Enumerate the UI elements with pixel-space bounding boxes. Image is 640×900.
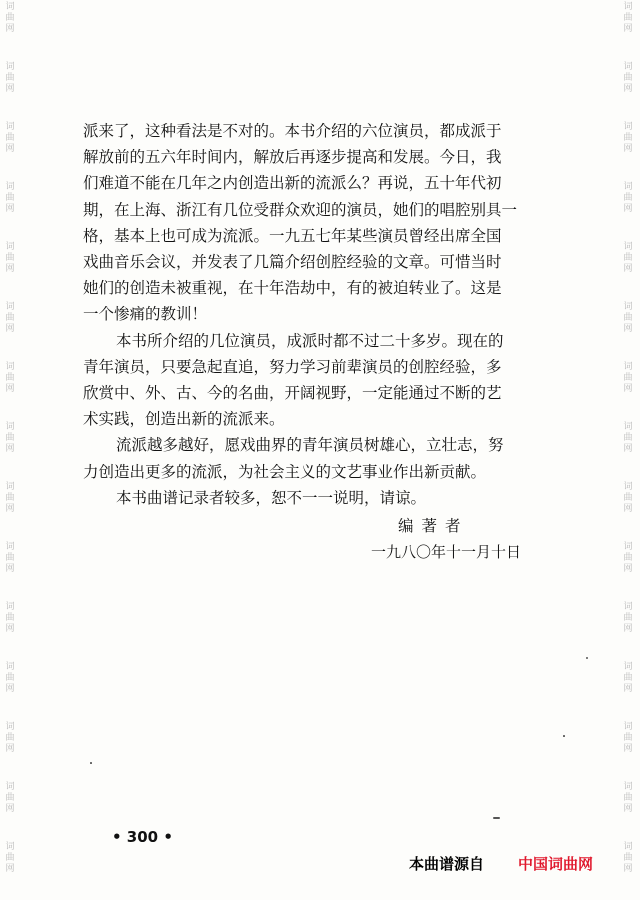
text-line: 流派越多越好，愿戏曲界的青年演员树雄心，立壮志，努 bbox=[116, 436, 504, 455]
watermark-label: 词 曲 网 bbox=[5, 182, 15, 214]
watermark-label: 词 曲 网 bbox=[5, 422, 15, 454]
source-site-link[interactable]: 中国词曲网 bbox=[518, 855, 594, 873]
text-line: 派来了，这种看法是不对的。本书介绍的六位演员，都成派于 bbox=[83, 122, 502, 140]
watermark-label: 词 曲 网 bbox=[623, 422, 633, 454]
watermark-label: 词 曲 网 bbox=[5, 122, 15, 154]
watermark-label: 词 曲 网 bbox=[5, 362, 15, 394]
watermark-label: 词 曲 网 bbox=[5, 842, 15, 874]
page-number: • 300 • bbox=[112, 828, 173, 846]
watermark-label: 词 曲 网 bbox=[623, 482, 633, 514]
text-line: 她们的创造未被重视，在十年浩劫中，有的被迫转业了。这是 bbox=[83, 279, 502, 298]
watermark-label: 词 曲 网 bbox=[623, 242, 633, 274]
signature-author: 编著者 bbox=[398, 517, 469, 535]
watermark-label: 词 曲 网 bbox=[5, 2, 15, 34]
right-watermark-strip bbox=[618, 0, 638, 900]
left-watermark-strip bbox=[0, 0, 20, 900]
source-label: 本曲谱源自 bbox=[409, 855, 485, 873]
text-line: 术实践，创造出新的流派来。 bbox=[83, 410, 285, 429]
watermark-label: 词 曲 网 bbox=[5, 302, 15, 334]
scan-speck bbox=[90, 762, 92, 764]
watermark-label: 词 曲 网 bbox=[5, 722, 15, 754]
watermark-label: 词 曲 网 bbox=[623, 2, 633, 34]
paragraph-1 bbox=[83, 118, 553, 328]
watermark-label: 词 曲 网 bbox=[623, 302, 633, 334]
scan-speck bbox=[563, 735, 565, 737]
watermark-label: 词 曲 网 bbox=[5, 662, 15, 694]
watermark-label: 词 曲 网 bbox=[5, 242, 15, 274]
text-line: 格，基本上也可成为流派。一九五七年某些演员曾经出席全国 bbox=[83, 226, 502, 245]
text-line: 青年演员，只要急起直追，努力学习前辈演员的创腔经验，多 bbox=[83, 357, 502, 376]
paragraph-4 bbox=[83, 485, 553, 511]
text-line: 期，在上海、浙江有几位受群众欢迎的演员，她们的唱腔别具一 bbox=[83, 200, 518, 219]
text-line: 本书所介绍的几位演员，成派时都不过二十多岁。现在的 bbox=[116, 331, 504, 350]
watermark-label: 词 曲 网 bbox=[5, 62, 15, 94]
paragraph-2 bbox=[83, 328, 553, 433]
text-line: 戏曲音乐会议，并发表了几篇介绍创腔经验的文章。可惜当时 bbox=[83, 253, 502, 272]
watermark-label: 词 曲 网 bbox=[5, 602, 15, 634]
signature-date: 一九八〇年十一月十日 bbox=[371, 543, 522, 561]
watermark-label: 词 曲 网 bbox=[623, 362, 633, 394]
text-line: 们难道不能在几年之内创造出新的流派么？再说，五十年代初 bbox=[83, 174, 502, 193]
watermark-label: 词 曲 网 bbox=[623, 662, 633, 694]
watermark-label: 词 曲 网 bbox=[623, 542, 633, 574]
text-line: 欣赏中、外、古、今的名曲，开阔视野，一定能通过不断的艺 bbox=[83, 384, 502, 403]
watermark-label: 词 曲 网 bbox=[623, 842, 633, 874]
text-line: 力创造出更多的流派，为社会主义的文艺事业作出新贡献。 bbox=[83, 462, 487, 481]
preface-body bbox=[83, 118, 553, 511]
scan-speck bbox=[493, 817, 500, 819]
watermark-label: 词 曲 网 bbox=[5, 482, 15, 514]
text-line: 解放前的五六年时间内，解放后再逐步提高和发展。今日，我 bbox=[83, 148, 502, 167]
watermark-label: 词 曲 网 bbox=[623, 182, 633, 214]
watermark-label: 词 曲 网 bbox=[623, 782, 633, 814]
watermark-label: 词 曲 网 bbox=[5, 542, 15, 574]
text-line: 本书曲谱记录者较多，恕不一一说明，请谅。 bbox=[116, 488, 427, 507]
watermark-label: 词 曲 网 bbox=[623, 602, 633, 634]
paragraph-3 bbox=[83, 432, 553, 484]
watermark-label: 词 曲 网 bbox=[5, 782, 15, 814]
text-line: 一个惨痛的教训！ bbox=[83, 305, 208, 324]
watermark-label: 词 曲 网 bbox=[623, 62, 633, 94]
watermark-label: 词 曲 网 bbox=[623, 722, 633, 754]
scan-speck bbox=[586, 657, 588, 659]
watermark-label: 词 曲 网 bbox=[623, 122, 633, 154]
